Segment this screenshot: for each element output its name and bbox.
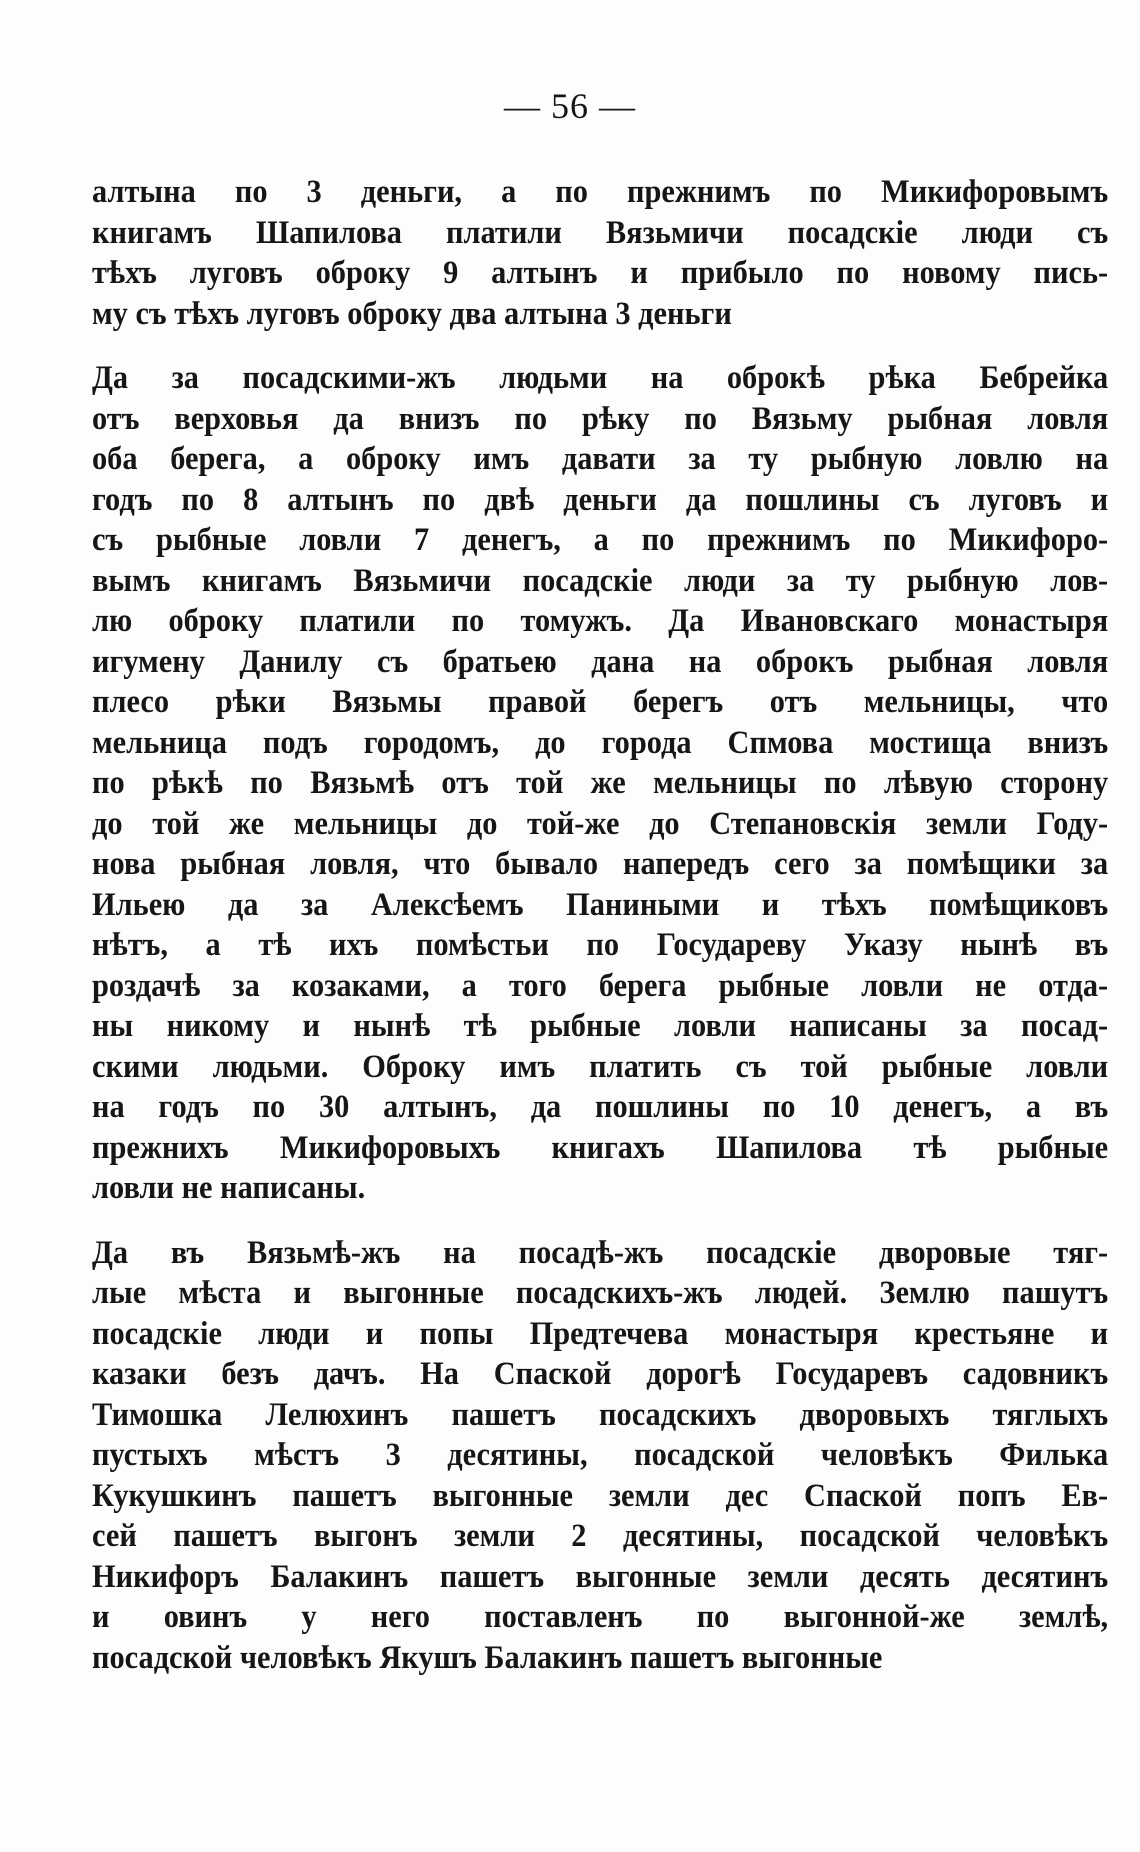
text-line: вымъ книгамъ Вязьмичи посадскіе люди за ту рыбную лов-: [92, 562, 1109, 599]
text-line: оба берега, а оброку имъ давати за ту рыбную ловлю на: [92, 441, 1109, 477]
text-line: посадскіе люди и попы Предтечева монастыря крестьяне и: [92, 1315, 1109, 1352]
text-line: ловли не написаны.: [92, 1170, 366, 1206]
paragraph: [92, 1233, 1110, 1679]
text-line: Никифоръ Балакинъ пашетъ выгонные земли десять десятинъ: [92, 1558, 1109, 1595]
text-line: Ильею да за Алексѣемъ Паниными и тѣхъ помѣщиковъ: [92, 886, 1109, 923]
text-line: нѣтъ, а тѣ ихъ помѣстьи по Государеву Указу нынѣ въ: [92, 927, 1109, 963]
text-line: тѣхъ луговъ оброку 9 алтынъ и прибыло по новому пись-: [92, 255, 1109, 291]
text-line: отъ верховья да внизъ по рѣку по Вязьму рыбная ловля: [92, 400, 1109, 437]
text-line: Кукушкинъ пашетъ выгонные земли дес Спаской попъ Ев-: [92, 1477, 1109, 1514]
text-line: посадской человѣкъ Якушъ Балакинъ пашетъ выгонные: [92, 1639, 883, 1676]
text-line: казаки безъ дачъ. На Спаской дорогѣ Государевъ садовникъ: [92, 1356, 1109, 1392]
text-line: и овинъ у него поставленъ по выгонной-же землѣ,: [92, 1599, 1109, 1635]
text-line: плесо рѣки Вязьмы правой берегъ отъ мельницы, что: [92, 684, 1109, 720]
text-line: Да въ Вязьмѣ-жъ на посадѣ-жъ посадскіе дворовые тяг-: [92, 1234, 1109, 1271]
text-line: ны никому и нынѣ тѣ рыбные ловли написаны за посад-: [92, 1008, 1109, 1044]
text-line: скими людьми. Оброку имъ платить съ той рыбные ловли: [92, 1048, 1109, 1085]
text-line: мельница подъ городомъ, до города Спмова мостища внизъ: [92, 724, 1109, 761]
text-line: алтына по 3 деньги, а по прежнимъ по Микифоровымъ: [92, 174, 1109, 210]
text-line: по рѣкѣ по Вязьмѣ отъ той же мельницы по лѣвую сторону: [92, 765, 1109, 801]
text-line: прежнихъ Микифоровыхъ книгахъ Шапилова тѣ рыбные: [92, 1129, 1109, 1166]
text-line: съ рыбные ловли 7 денегъ, а по прежнимъ по Микифоро-: [92, 522, 1109, 558]
text-line: игумену Данилу съ братьею дана на оброкъ рыбная ловля: [92, 643, 1109, 680]
text-line: сей пашетъ выгонъ земли 2 десятины, посадской человѣкъ: [92, 1518, 1109, 1554]
text-line: Тимошка Лелюхинъ пашетъ посадскихъ дворовыхъ тяглыхъ: [92, 1396, 1109, 1433]
body-text: [92, 172, 1110, 1698]
text-line: Да за посадскими-жъ людьми на оброкѣ рѣка Бебрейка: [92, 360, 1109, 396]
text-line: пустыхъ мѣстъ 3 десятины, посадской человѣкъ Филька: [92, 1437, 1109, 1473]
text-line: годъ по 8 алтынъ по двѣ деньги да пошлины съ луговъ и: [92, 481, 1109, 518]
text-line: до той же мельницы до той-же до Степановскія земли Году-: [92, 805, 1109, 842]
text-line: роздачѣ за козаками, а того берега рыбные ловли не отда-: [92, 967, 1109, 1004]
text-line: нова рыбная ловля, что бывало напередъ сего за помѣщики за: [92, 846, 1109, 882]
text-line: на годъ по 30 алтынъ, да пошлины по 10 денегъ, а въ: [92, 1089, 1109, 1125]
page-number: — 56 —: [504, 86, 636, 126]
paragraph: [92, 172, 1110, 334]
text-line: лые мѣста и выгонные посадскихъ-жъ людей. Землю пашутъ: [92, 1275, 1109, 1311]
paragraph: [92, 358, 1110, 1209]
text-line: книгамъ Шапилова платили Вязьмичи посадскіе люди съ: [92, 214, 1109, 251]
text-line: му съ тѣхъ луговъ оброку два алтына 3 деньги: [92, 295, 732, 332]
text-line: лю оброку платили по томужъ. Да Ивановскаго монастыря: [92, 603, 1109, 639]
